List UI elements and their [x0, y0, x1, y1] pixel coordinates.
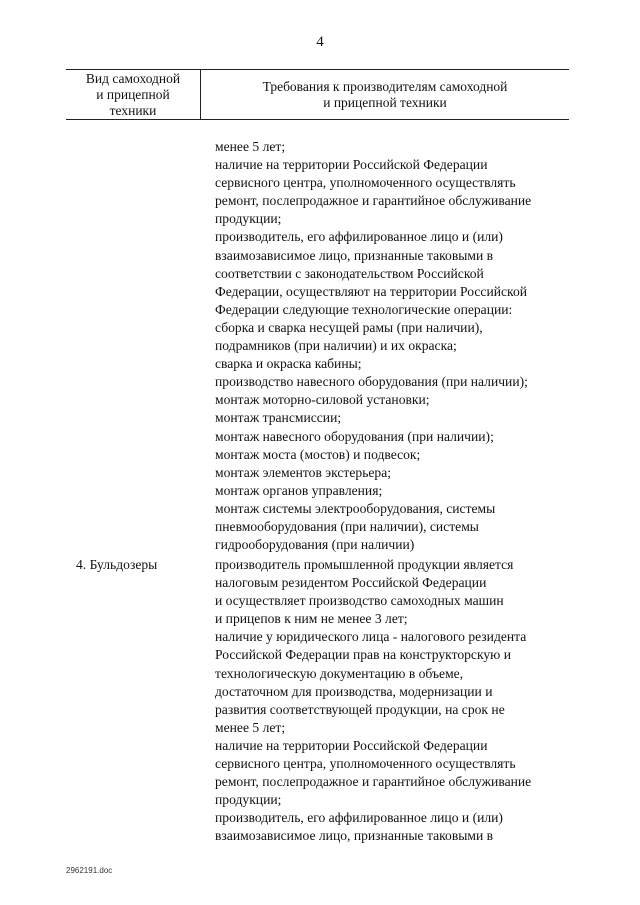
- requirement-line: Федерации следующие технологические операции:: [215, 301, 513, 317]
- requirement-line: технологическую документацию в объеме,: [215, 665, 464, 681]
- row-label-bulldozers: 4. Бульдозеры: [76, 557, 158, 572]
- requirement-line: производитель, его аффилированное лицо и (или): [215, 229, 503, 245]
- requirement-line: соответствии с законодательством Российской: [215, 265, 484, 281]
- header-col-type: [70, 71, 196, 119]
- header-col-requirements-line: Требования к производителям самоходной: [262, 79, 508, 94]
- requirement-line: сварка и окраска кабины;: [215, 356, 362, 372]
- requirement-line: и прицепов к ним не менее 3 лет;: [215, 611, 408, 627]
- requirement-line: взаимозависимое лицо, признанные таковыми в: [215, 828, 494, 844]
- header-col-requirements: [204, 79, 566, 111]
- requirement-line: взаимозависимое лицо, признанные таковыми в: [215, 247, 494, 263]
- requirement-line: наличие на территории Российской Федерации: [215, 157, 488, 173]
- requirement-line: сервисного центра, уполномоченного осуществлять: [215, 175, 516, 191]
- requirement-line: налоговым резидентом Российской Федерации: [215, 575, 487, 591]
- requirement-line: достаточном для производства, модернизации и: [215, 683, 493, 699]
- requirement-line: монтаж моста (мостов) и подвесок;: [215, 446, 421, 462]
- requirement-line: производство навесного оборудования (при наличии);: [215, 374, 528, 390]
- requirement-line: и осуществляет производство самоходных машин: [215, 593, 504, 609]
- requirement-line: продукции;: [215, 211, 282, 227]
- requirement-line: сборка и сварка несущей рамы (при наличии),: [215, 319, 483, 335]
- header-col-type-line: техники: [109, 103, 157, 118]
- requirement-line: монтаж органов управления;: [215, 482, 383, 498]
- requirement-line: производитель промышленной продукции является: [215, 557, 514, 572]
- header-col-type-line: Вид самоходной: [85, 71, 181, 86]
- page-number: 4: [316, 34, 324, 50]
- requirement-line: ремонт, послепродажное и гарантийное обслуживание: [215, 774, 532, 790]
- requirement-line: Российской Федерации прав на конструкторскую и: [215, 647, 512, 663]
- requirement-line: менее 5 лет;: [215, 719, 286, 735]
- requirement-line: производитель, его аффилированное лицо и (или): [215, 810, 503, 826]
- requirement-line: развития соответствующей продукции, на срок не: [215, 701, 505, 717]
- requirement-line: наличие на территории Российской Федерации: [215, 737, 488, 753]
- header-col-type-line: и прицепной: [96, 87, 170, 102]
- requirement-line: пневмооборудования (при наличии), системы: [215, 518, 479, 534]
- table-header-bottom-rule: [66, 119, 569, 120]
- requirement-line: Федерации, осуществляют на территории Российской: [215, 283, 528, 299]
- requirement-line: подрамников (при наличии) и их окраска;: [215, 338, 457, 354]
- requirement-line: продукции;: [215, 792, 282, 808]
- requirement-line: менее 5 лет;: [215, 139, 286, 154]
- requirement-line: монтаж трансмиссии;: [215, 410, 342, 426]
- requirement-line: монтаж моторно-силовой установки;: [215, 392, 430, 408]
- requirement-line: монтаж элементов экстерьера;: [215, 464, 392, 480]
- header-col-requirements-line: и прицепной техники: [323, 95, 447, 110]
- requirement-line: монтаж навесного оборудования (при наличии);: [215, 428, 494, 444]
- table-top-rule: [66, 69, 569, 70]
- table-column-divider: [200, 70, 201, 119]
- requirement-line: гидрооборудования (при наличии): [215, 537, 415, 553]
- bulldozer-requirements: [215, 556, 565, 846]
- requirement-line: сервисного центра, уполномоченного осуществлять: [215, 756, 516, 772]
- document-filename: 2962191.doc: [66, 866, 113, 875]
- requirement-line: ремонт, послепродажное и гарантийное обслуживание: [215, 193, 532, 209]
- requirement-line: монтаж системы электрооборудования, системы: [215, 500, 496, 516]
- requirement-line: наличие у юридического лица - налогового резидента: [215, 629, 527, 645]
- continuation-requirements: [215, 138, 565, 554]
